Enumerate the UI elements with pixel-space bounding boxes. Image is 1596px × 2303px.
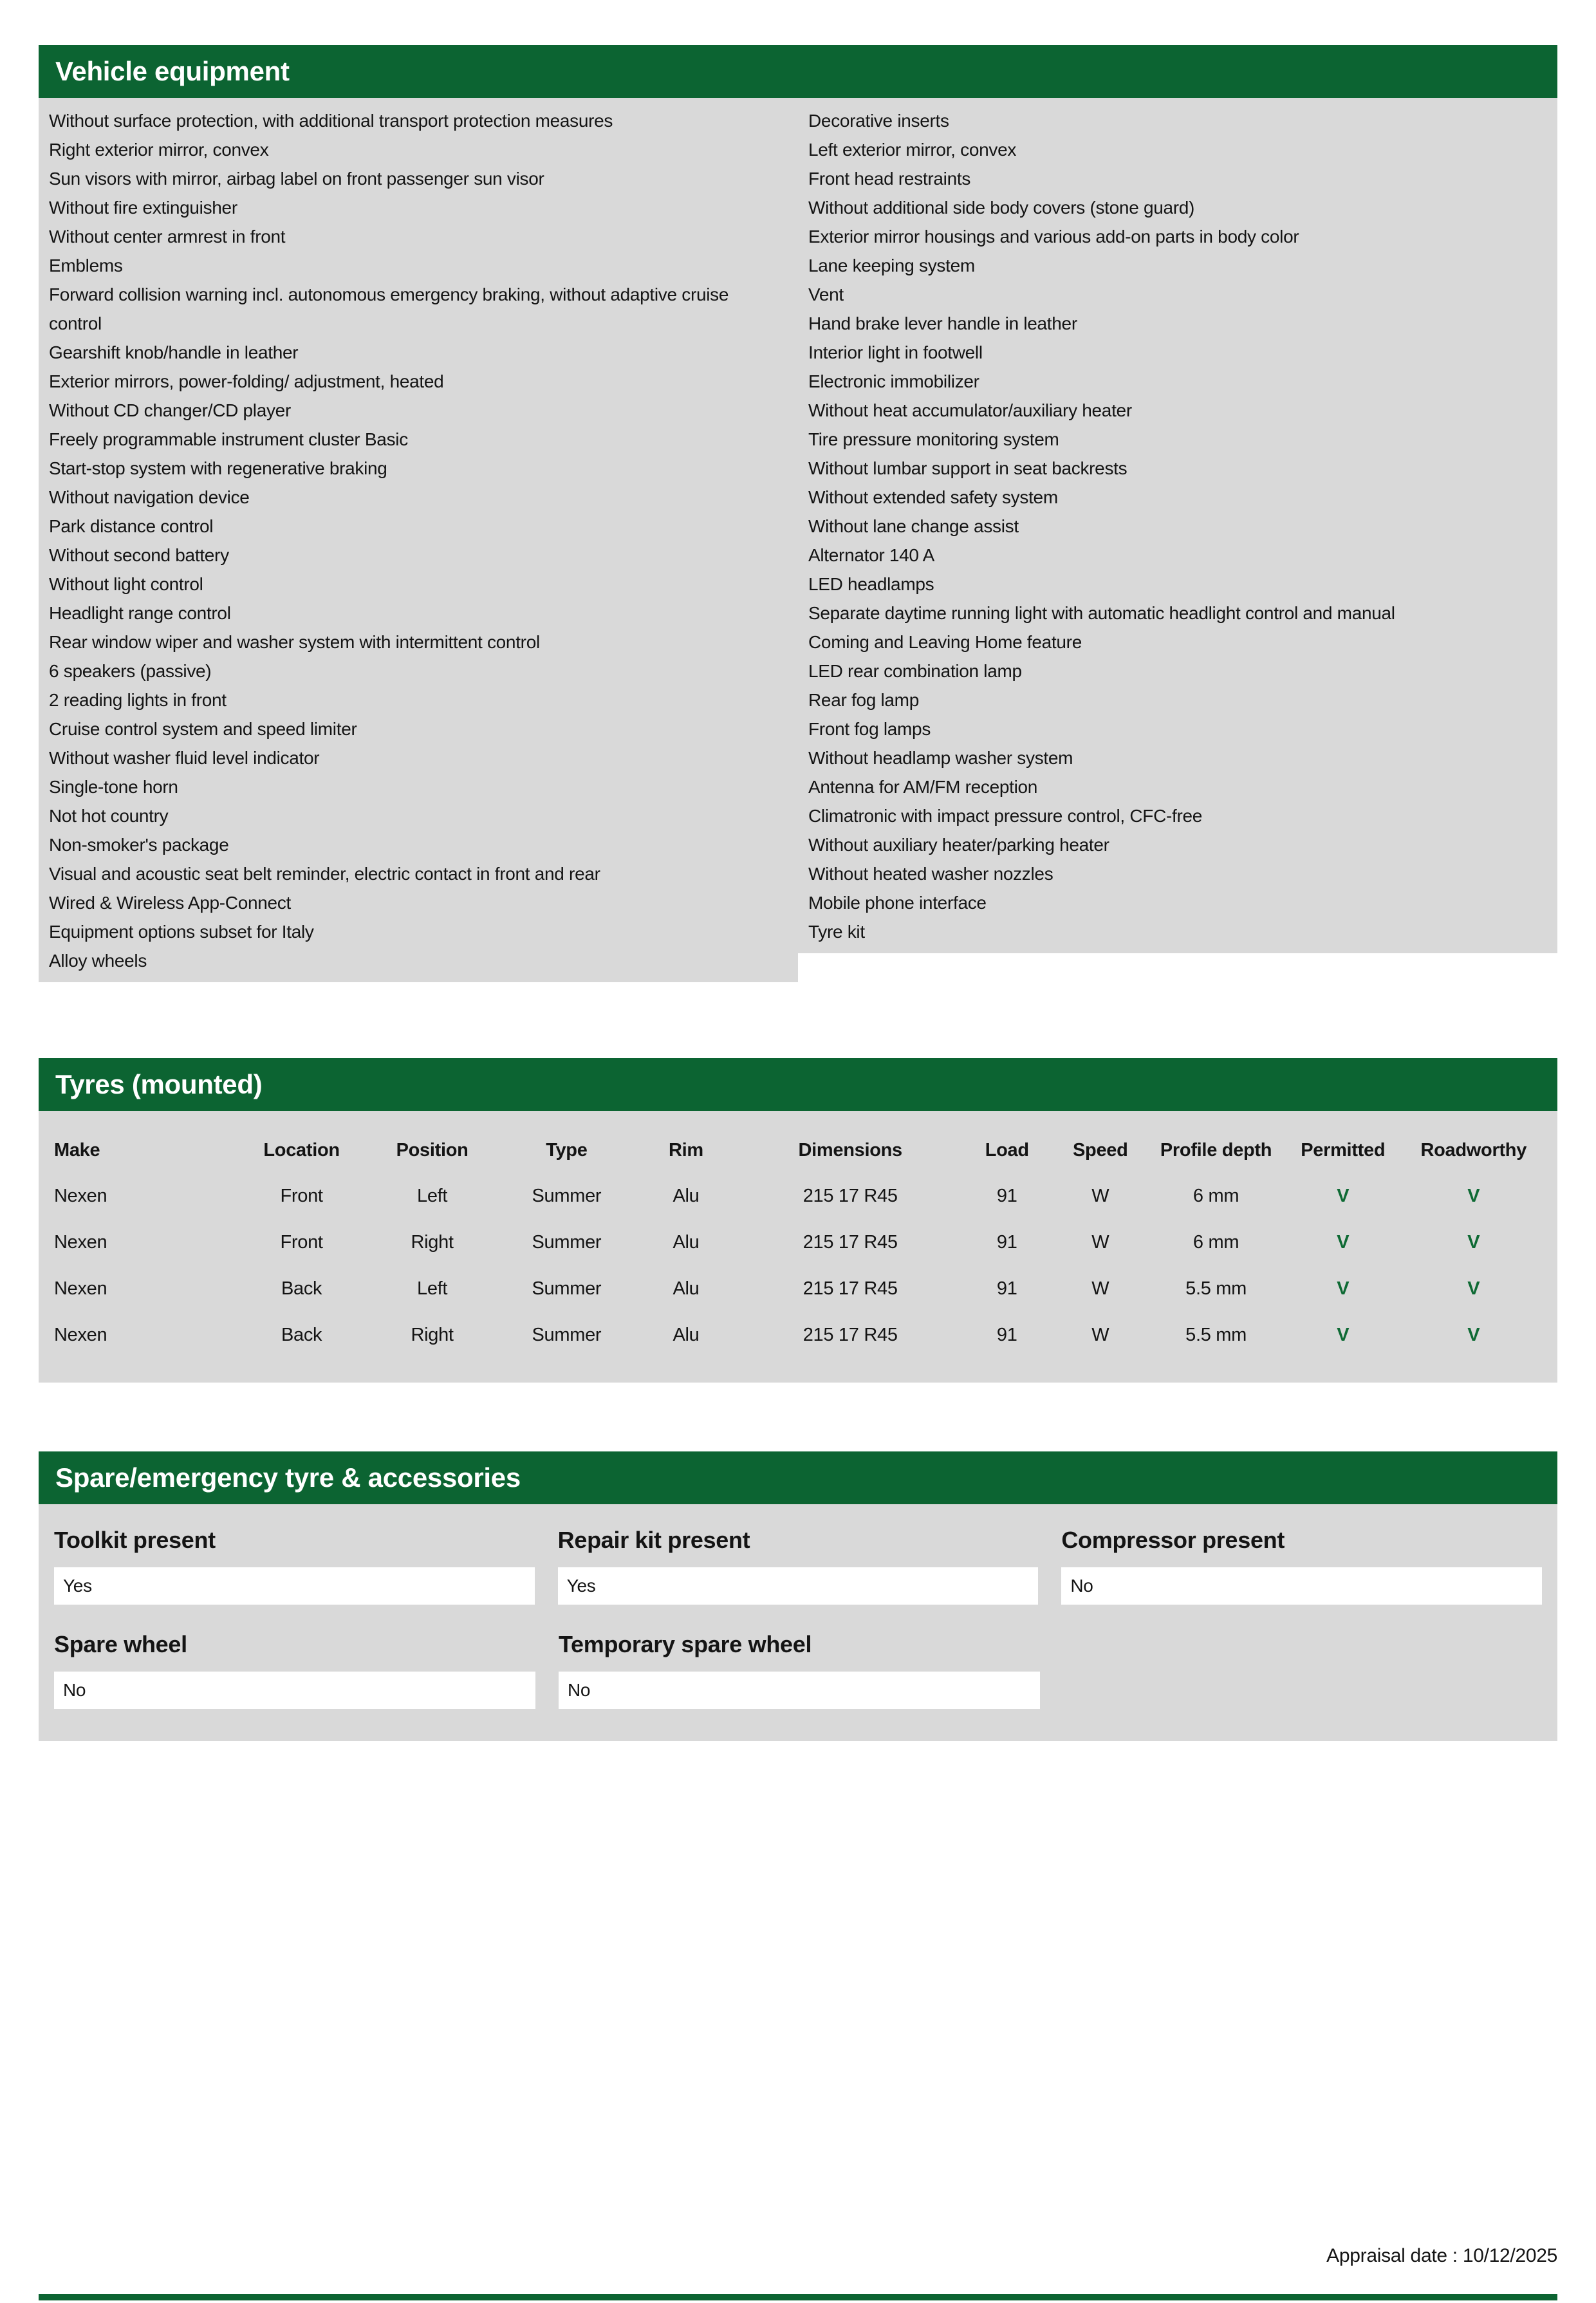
equipment-item: Gearshift knob/handle in leather: [49, 342, 299, 362]
tyres-column-header: Speed: [1072, 1139, 1128, 1161]
tyre-cell: Left: [417, 1278, 448, 1299]
tyre-cell: Alu: [673, 1278, 700, 1299]
spare-fields-row-1: [54, 1526, 1542, 1605]
spare-field-label: Repair kit present: [557, 1527, 750, 1553]
tyre-cell: Right: [411, 1231, 454, 1253]
appraisal-date: Appraisal date : 10/12/2025: [1326, 2245, 1557, 2266]
spare-field: [559, 1630, 1040, 1709]
equipment-item: Without auxiliary heater/parking heater: [808, 835, 1109, 855]
tyres-column-header: Make: [54, 1139, 100, 1161]
tyres-column-header: Load: [985, 1139, 1029, 1161]
tyre-cell: W: [1091, 1324, 1109, 1345]
tyres-column-header: Profile depth: [1160, 1139, 1272, 1161]
tyres-column-header: Position: [396, 1139, 469, 1161]
equipment-item: Hand brake lever handle in leather: [808, 313, 1077, 333]
tyre-cell: 91: [996, 1231, 1017, 1253]
roadworthy-check: V: [1467, 1231, 1480, 1253]
tyre-cell: Back: [281, 1324, 322, 1345]
equipment-item: Tire pressure monitoring system: [808, 429, 1059, 449]
tyre-cell: Left: [417, 1185, 448, 1206]
equipment-item: Separate daytime running light with automatic headlight control and manual: [808, 603, 1395, 623]
equipment-item: Without surface protection, with additional transport protection measures: [49, 111, 613, 131]
equipment-item: Coming and Leaving Home feature: [808, 632, 1082, 652]
equipment-item: Wired & Wireless App-Connect: [49, 893, 291, 913]
equipment-item: Without additional side body covers (stone guard): [808, 198, 1195, 218]
vehicle-equipment-columns: [39, 98, 1557, 982]
spare-field-value-box: No: [1061, 1567, 1542, 1605]
equipment-item: Cruise control system and speed limiter: [49, 719, 357, 739]
tyres-column-header: Dimensions: [798, 1139, 902, 1161]
tyre-row: [51, 1265, 1545, 1312]
tyre-cell: Nexen: [54, 1278, 107, 1299]
tyre-cell: W: [1091, 1231, 1109, 1253]
equipment-item: Electronic immobilizer: [808, 371, 979, 391]
equipment-item: Without lumbar support in seat backrests: [808, 458, 1127, 478]
equipment-item: Without CD changer/CD player: [49, 400, 291, 420]
tyres-section: [39, 1058, 1557, 1383]
equipment-item: Without fire extinguisher: [49, 198, 237, 218]
equipment-item: Without washer fluid level indicator: [49, 748, 320, 768]
tyre-cell: 215 17 R45: [803, 1278, 898, 1299]
equipment-item: Exterior mirrors, power-folding/ adjustment, heated: [49, 371, 444, 391]
equipment-item: LED rear combination lamp: [808, 661, 1022, 681]
roadworthy-check: V: [1467, 1324, 1480, 1345]
permitted-check: V: [1337, 1231, 1350, 1253]
tyre-cell: W: [1091, 1185, 1109, 1206]
vehicle-equipment-section: [39, 45, 1557, 982]
equipment-item: Freely programmable instrument cluster Basic: [49, 429, 408, 449]
tyres-column-header: Location: [263, 1139, 340, 1161]
spare-field-label: Toolkit present: [54, 1527, 216, 1553]
spare-panel: [39, 1504, 1557, 1741]
tyre-cell: 5.5 mm: [1185, 1324, 1247, 1345]
spare-field: [1061, 1526, 1542, 1605]
tyre-cell: Summer: [532, 1185, 602, 1206]
tyre-row: [51, 1219, 1545, 1265]
spare-field-value-box: Yes: [54, 1567, 535, 1605]
tyres-column-header: Type: [546, 1139, 588, 1161]
equipment-item: Without second battery: [49, 545, 229, 565]
tyre-row: [51, 1173, 1545, 1219]
equipment-item: Visual and acoustic seat belt reminder, electric contact in front and rear: [49, 864, 600, 884]
tyre-row: [51, 1312, 1545, 1358]
equipment-item: Without navigation device: [49, 487, 250, 507]
equipment-item: Climatronic with impact pressure control, CFC-free: [808, 806, 1203, 826]
equipment-item: 6 speakers (passive): [49, 661, 212, 681]
equipment-column-right: [798, 98, 1557, 953]
tyre-cell: 215 17 R45: [803, 1324, 898, 1345]
roadworthy-check: V: [1467, 1278, 1480, 1299]
spare-field: [54, 1526, 535, 1605]
spare-title: Spare/emergency tyre & accessories: [55, 1462, 521, 1493]
equipment-item: Antenna for AM/FM reception: [808, 777, 1038, 797]
permitted-check: V: [1337, 1324, 1350, 1345]
spare-field-label: Spare wheel: [54, 1631, 187, 1657]
tyre-cell: 6 mm: [1192, 1185, 1239, 1206]
tyre-cell: 91: [996, 1278, 1017, 1299]
equipment-item: Without heated washer nozzles: [808, 864, 1053, 884]
tyres-title: Tyres (mounted): [55, 1069, 263, 1099]
spare-field-label: Temporary spare wheel: [559, 1631, 812, 1657]
equipment-item: Left exterior mirror, convex: [808, 140, 1017, 160]
tyre-cell: 91: [996, 1185, 1017, 1206]
roadworthy-check: V: [1467, 1185, 1480, 1206]
spare-field-value-box: Yes: [558, 1567, 1039, 1605]
equipment-item: Without extended safety system: [808, 487, 1058, 507]
equipment-item: Mobile phone interface: [808, 893, 987, 913]
tyre-cell: Summer: [532, 1324, 602, 1345]
equipment-item: Without heat accumulator/auxiliary heater: [808, 400, 1132, 420]
tyre-cell: Right: [411, 1324, 454, 1345]
spare-header: [39, 1451, 1557, 1504]
tyre-cell: Summer: [532, 1278, 602, 1299]
equipment-item: Without center armrest in front: [49, 227, 286, 247]
tyres-header: [39, 1058, 1557, 1111]
spare-field: [558, 1526, 1039, 1605]
equipment-item: Emblems: [49, 256, 123, 275]
equipment-item: Tyre kit: [808, 922, 865, 942]
tyre-cell: 215 17 R45: [803, 1185, 898, 1206]
equipment-item: Without lane change assist: [808, 516, 1019, 536]
equipment-item: Headlight range control: [49, 603, 231, 623]
equipment-item: Exterior mirror housings and various add-on parts in body color: [808, 227, 1299, 247]
tyre-cell: 5.5 mm: [1185, 1278, 1247, 1299]
tyre-cell: 215 17 R45: [803, 1231, 898, 1253]
tyre-cell: W: [1091, 1278, 1109, 1299]
equipment-item: Forward collision warning incl. autonomous emergency braking, without adaptive cruise control: [49, 284, 729, 333]
tyres-column-header: Permitted: [1301, 1139, 1386, 1161]
equipment-item: Equipment options subset for Italy: [49, 922, 314, 942]
equipment-item: LED headlamps: [808, 574, 934, 594]
equipment-item: Rear fog lamp: [808, 690, 919, 710]
tyre-cell: 91: [996, 1324, 1017, 1345]
equipment-item: Sun visors with mirror, airbag label on front passenger sun visor: [49, 169, 544, 189]
tyre-cell: Alu: [673, 1185, 700, 1206]
equipment-item: Single-tone horn: [49, 777, 178, 797]
spare-field: [54, 1630, 535, 1709]
equipment-item: Decorative inserts: [808, 111, 949, 131]
spare-field-value-box: No: [54, 1672, 535, 1709]
equipment-item: Park distance control: [49, 516, 214, 536]
equipment-item: Interior light in footwell: [808, 342, 983, 362]
tyre-cell: Alu: [673, 1324, 700, 1345]
equipment-item: Right exterior mirror, convex: [49, 140, 269, 160]
equipment-item: Start-stop system with regenerative braking: [49, 458, 387, 478]
permitted-check: V: [1337, 1278, 1350, 1299]
vehicle-equipment-header: [39, 45, 1557, 98]
equipment-item: Front fog lamps: [808, 719, 931, 739]
vehicle-equipment-title: Vehicle equipment: [55, 56, 290, 86]
spare-section: [39, 1451, 1557, 1741]
equipment-item: Rear window wiper and washer system with intermittent control: [49, 632, 540, 652]
equipment-item: Without headlamp washer system: [808, 748, 1073, 768]
tyre-cell: Alu: [673, 1231, 700, 1253]
equipment-item: Without light control: [49, 574, 203, 594]
equipment-item: Non-smoker's package: [49, 835, 229, 855]
equipment-item: Lane keeping system: [808, 256, 975, 275]
spare-field-label: Compressor present: [1061, 1527, 1285, 1553]
tyres-column-header: Rim: [669, 1139, 703, 1161]
tyre-cell: Nexen: [54, 1231, 107, 1253]
tyre-cell: Back: [281, 1278, 322, 1299]
equipment-item: Alternator 140 A: [808, 545, 934, 565]
tyre-cell: Nexen: [54, 1185, 107, 1206]
tyres-table-panel: [39, 1111, 1557, 1383]
tyre-cell: Nexen: [54, 1324, 107, 1345]
equipment-column-left: [39, 98, 798, 982]
equipment-item: Vent: [808, 284, 844, 304]
tyres-table: [51, 1128, 1545, 1358]
spare-fields-row-2: [54, 1630, 1542, 1709]
equipment-item: 2 reading lights in front: [49, 690, 227, 710]
footer-rule: [39, 2294, 1557, 2300]
equipment-item: Front head restraints: [808, 169, 971, 189]
spare-field-value-box: No: [559, 1672, 1040, 1709]
equipment-item: Not hot country: [49, 806, 169, 826]
permitted-check: V: [1337, 1185, 1350, 1206]
equipment-item: Alloy wheels: [49, 951, 147, 971]
tyre-cell: 6 mm: [1192, 1231, 1239, 1253]
tyre-cell: Front: [280, 1185, 323, 1206]
tyre-cell: Summer: [532, 1231, 602, 1253]
tyres-table-header-row: [51, 1128, 1545, 1173]
tyres-column-header: Roadworthy: [1420, 1139, 1527, 1161]
tyre-cell: Front: [280, 1231, 323, 1253]
